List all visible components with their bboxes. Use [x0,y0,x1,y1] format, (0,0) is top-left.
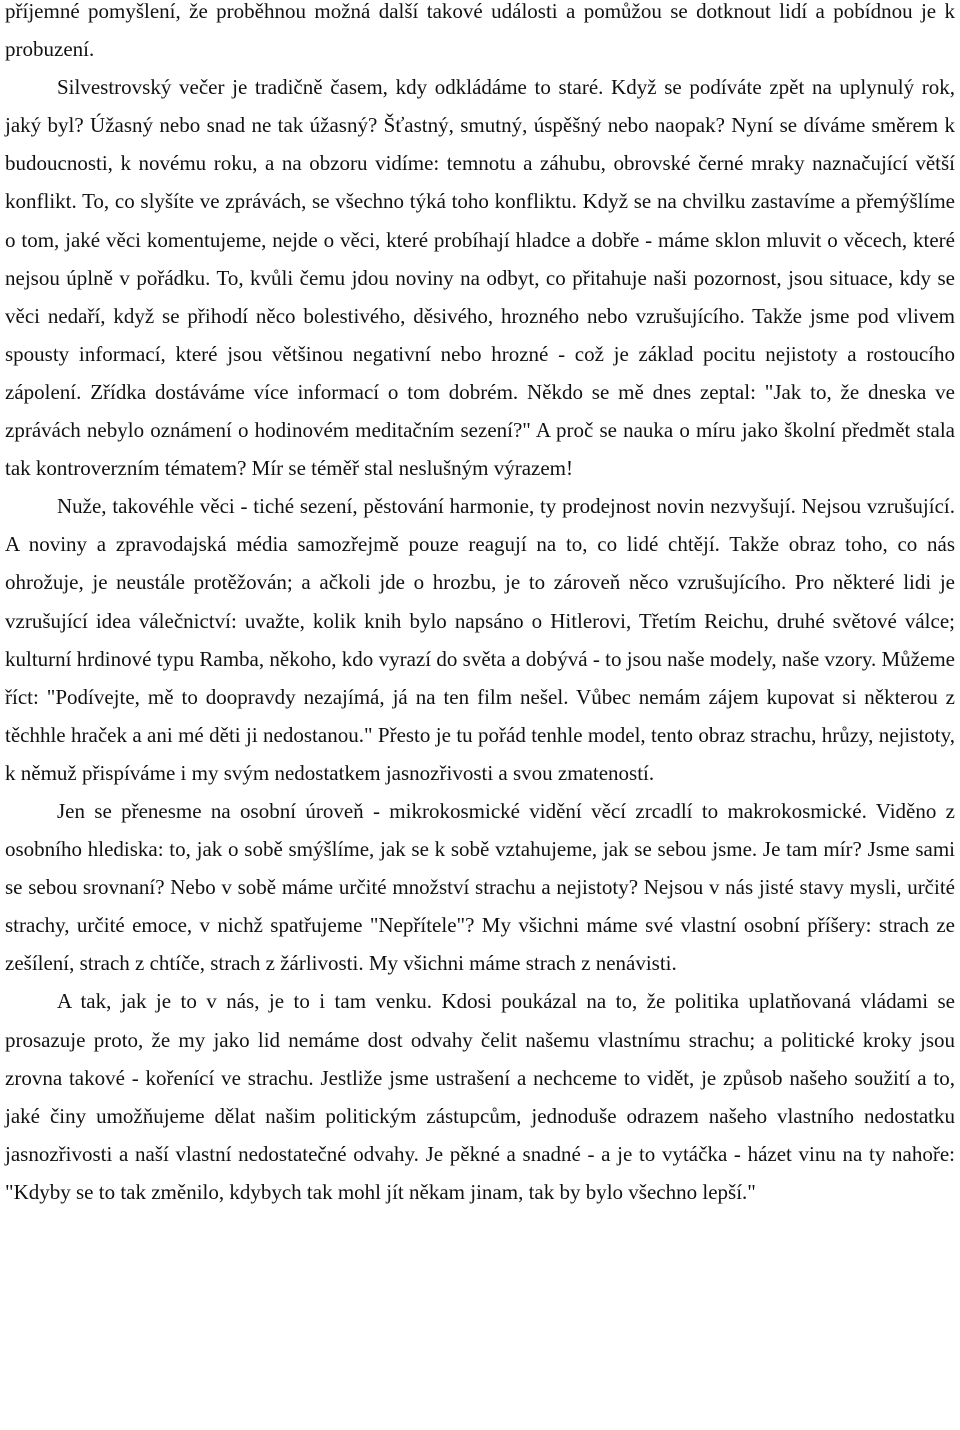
text-body [5,0,955,1211]
paragraph-noviny: Nuže, takovéhle věci - tiché sezení, pěstování harmonie, ty prodejnost novin nezvyšují. Nejsou vzrušující. A noviny a zpravodajská média samozřejmě pouze reagují na to, co lidé chtějí. Takže obraz toho, co nás ohrožuje, je neustále protěžován; a ačkoli jde o hrozbu, je to zároveň něco vzrušujícího. Pro některé lidi je vzrušující idea válečnictví: uvažte, kolik knih bylo napsáno o Hitlerovi, Třetím Reichu, druhé světové válce; kulturní hrdinové typu Ramba, někoho, kdo vyrazí do světa a dobývá - to jsou naše modely, naše vzory. Můžeme říct: "Podívejte, mě to doopravdy nezajímá, já na ten film nešel. Vůbec nemám zájem kupovat si některou z těchhle hraček a ani mé děti ji nedostanou." Přesto je tu pořád tenhle model, tento obraz strachu, hrůzy, nejistoty, k němuž přispíváme i my svým nedostatkem jasnozřivosti a svou zmateností. [5,494,955,785]
paragraph-politika: A tak, jak je to v nás, je to i tam venku. Kdosi poukázal na to, že politika uplatňovaná vládami se prosazuje proto, že my jako lid nemáme dost odvahy čelit našemu vlastnímu strachu; a politické kroky jsou zrovna takové - kořenící ve strachu. Jestliže jsme ustrašení a nechceme to vidět, je způsob našeho soužití a to, jaké činy umožňujeme dělat našim politickým zástupcům, jednoduše odrazem našeho vlastního nedostatku jasnozřivosti a naší vlastní nedostatečné odvahy. Je pěkné a snadné - a je to vytáčka - házet vinu na ty nahoře: "Kdyby se to tak změnilo, kdybych tak mohl jít někam jinam, tak by bylo všechno lepší." [5,989,955,1204]
paragraph-silvestr: Silvestrovský večer je tradičně časem, kdy odkládáme to staré. Když se podíváte zpět na uplynulý rok, jaký byl? Úžasný nebo snad ne tak úžasný? Šťastný, smutný, úspěšný nebo naopak? Nyní se díváme směrem k budoucnosti, k novému roku, a na obzoru vidíme: temnotu a záhubu, obrovské černé mraky naznačující větší konflikt. To, co slyšíte ve zprávách, se všechno týká toho konfliktu. Když se na chvilku zastavíme a přemýšlíme o tom, jaké věci komentujeme, nejde o věci, které probíhají hladce a dobře - máme sklon mluvit o věcech, které nejsou úplně v pořádku. To, kvůli čemu jdou noviny na odbyt, co přitahuje naši pozornost, jsou situace, kdy se věci nedaří, když se přihodí něco bolestivého, děsivého, hrozného nebo vzrušujícího. Takže jsme pod vlivem spousty informací, které jsou většinou negativní nebo hrozné - což je základ pocitu nejistoty a rostoucího zápolení. Zřídka dostáváme více informací o tom dobrém. Někdo se mě dnes zeptal: "Jak to, že dneska ve zprávách nebylo oznámení o hodinovém meditačním sezení?" A proč se nauka o míru jako školní předmět stala tak kontroverzním tématem? Mír se téměř stal neslušným výrazem! [5,75,955,481]
paragraph-continuation: příjemné pomyšlení, že proběhnou možná další takové události a pomůžou se dotknout lidí a pobídnou je k probuzení. [5,0,955,62]
paragraph-osobni-uroven: Jen se přenesme na osobní úroveň - mikrokosmické vidění věcí zrcadlí to makrokosmické. Viděno z osobního hlediska: to, jak o sobě smýšlíme, jak se k sobě vztahujeme, jak se sebou jsme. Je tam mír? Jsme sami se sebou srovnaní? Nebo v sobě máme určité množství strachu a nejistoty? Nejsou v nás jisté stavy mysli, určité strachy, určité emoce, v nichž spatřujeme "Nepřítele"? My všichni máme své vlastní osobní příšery: strach ze zešílení, strach z chtíče, strach z žárlivosti. My všichni máme strach z nenávisti. [5,798,955,976]
